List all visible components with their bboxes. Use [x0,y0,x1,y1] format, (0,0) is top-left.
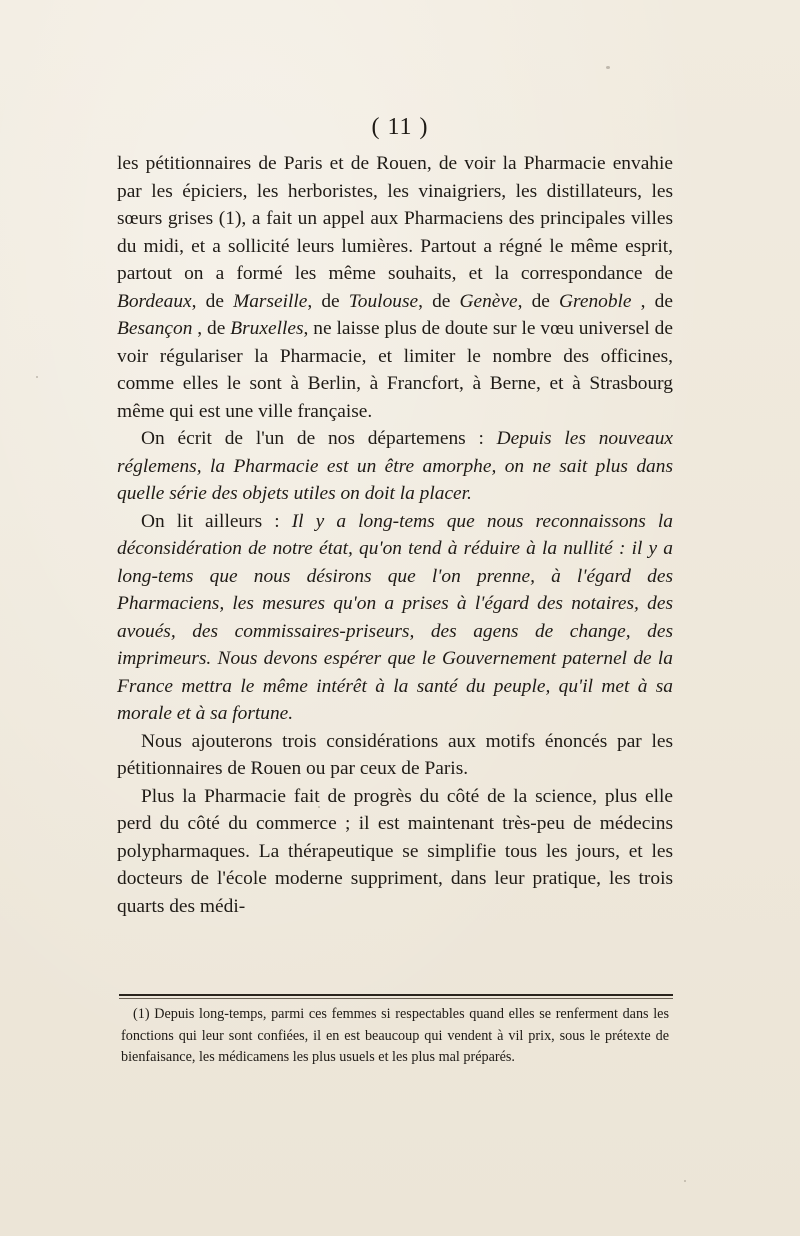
paper-speck [606,66,610,69]
italic-text: Grenoble [559,290,632,312]
paper-speck [684,1180,686,1182]
main-text [117,150,673,920]
paragraph-5 [117,783,673,921]
text-run: , de [631,290,673,312]
italic-text: Bruxelles [230,318,304,339]
footnote: (1) Depuis long-temps, parmi ces femmes si respectables quand elles se renferment dans les fonctions qui leur sont confiées, il en est beaucoup qui vendent à vil prix, sous le prétexte de bienfaisance, les médicamens les plus usuels et les plus mal préparés. [121,1006,669,1065]
italic-text: Genève [459,290,518,312]
footnote-rule-thin [119,998,673,999]
text-run: , de [418,290,460,312]
paragraph-4 [117,728,673,783]
italic-text: Toulouse [348,290,419,312]
text-run: Nous ajouterons trois considérations aux motifs énoncés par les pétitionnaires de Rouen ou par ceux de Paris. [117,730,673,779]
italic-text: Marseille [233,290,308,312]
italic-text: Bordeaux [117,290,192,312]
footnote-rule [119,994,673,996]
page-number-header: ( 11 ) [371,114,429,140]
text-run: On lit ailleurs : [141,510,292,532]
text-run: , de [192,318,231,339]
text-run: , de [307,290,349,312]
text-run: , ne laisse plus de doute sur le vœu universel de voir régulariser la Pharmacie, et limiter le nombre des officines, comme elles le sont à Berlin, à Francfort, à Berne, et à Strasbourg même qui est une ville française. [117,318,673,422]
paragraph-1 [117,150,673,425]
italic-text: Il y a long-tems que nous reconnaissons la déconsidération de notre état, qu'on tend à réduire à la nullité : il y a long-tems que nous désirons que l'on prenne, à l'égard des Pharmaciens, les mesures qu'on a prises à l'égard des notaires, des avoués, des commissaires-priseurs, des agens de change, des imprimeurs. Nous devons espérer que le Gouvernement paternel de la France mettra le même intérêt à la santé du peuple, qu'il met à sa morale et à sa fortune. [117,510,673,724]
text-run: On écrit de l'un de nos départemens : [141,428,497,449]
paragraph-2 [117,425,673,508]
italic-text: Besançon [117,318,193,339]
paragraph-3 [117,508,673,728]
text-run: Plus la Pharmacie fait de progrès du côté de la science, plus elle perd du côté du commerce ; il est maintenant très-peu de médecins polypharmaques. La thérapeutique se simplifie tous les jours, et les docteurs de l'école moderne suppriment, dans leur pratique, les trois quarts des médi- [117,785,673,917]
text-run: , de [517,290,560,312]
paper-speck [36,376,38,378]
text-run: les pétitionnaires de Paris et de Rouen, de voir la Pharmacie envahie par les épiciers, les herboristes, les vinaigriers, les distillateurs, les sœurs grises (1), a fait un appel aux Pharmaciens des principales villes du midi, et a sollicité leurs lumières. Partout a régné le même esprit, partout on a formé les même souhaits, et la correspondance de [117,153,673,284]
text-run: , de [191,290,234,312]
paper-speck [318,806,320,808]
italic-text: Depuis les nouveaux réglemens, la Pharmacie est un être amorphe, on ne sait plus dans quelle série des objets utiles on doit la placer. [117,428,674,504]
